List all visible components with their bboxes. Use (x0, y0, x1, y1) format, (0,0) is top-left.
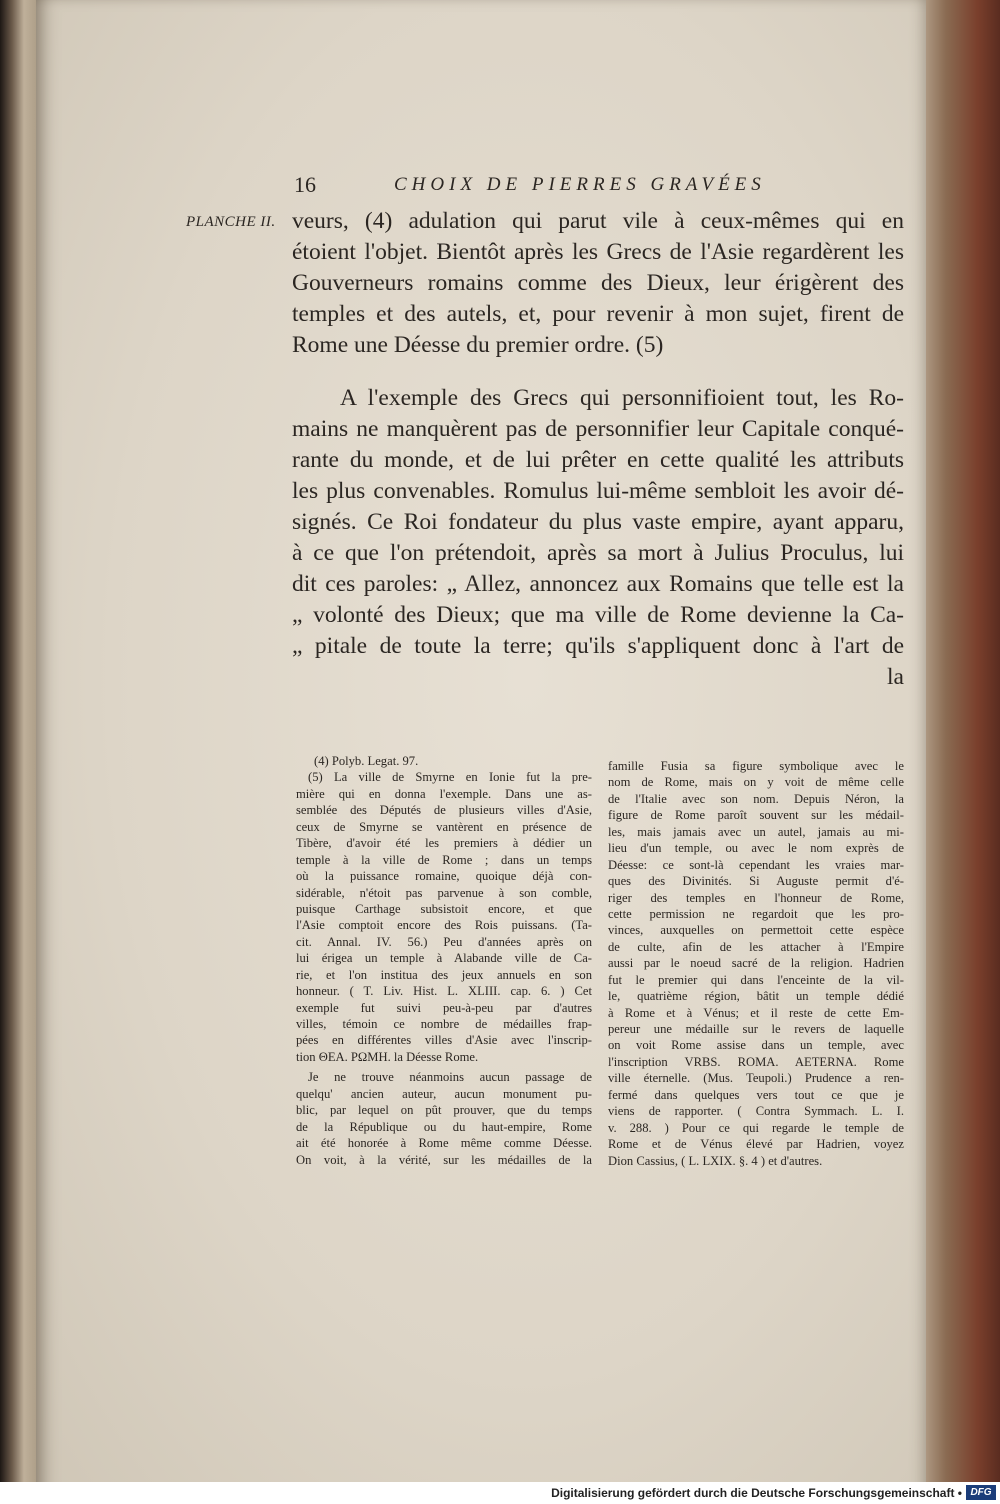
footnote-line: Tibère, d'avoir été les premiers à dédier un (296, 836, 592, 851)
footnote-line: pées en différentes villes d'Asie avec l'inscrip- (296, 1033, 592, 1048)
footnote-line: tion ΘΕΑ. ΡΩΜΗ. la Déesse Rome. (296, 1049, 479, 1064)
paragraph-1 (292, 206, 904, 361)
footnote-line: où la puissance romaine, quoique déjà con- (296, 869, 592, 884)
text-line: signés. Ce Roi fondateur du plus vaste empire, ayant apparu, (292, 509, 904, 535)
footnote-line: à Rome et à Vénus; et il reste de cette Em- (608, 1005, 904, 1020)
text-line: „ pitale de toute la terre; qu'ils s'appliquent donc à l'art de (292, 633, 904, 659)
paragraph-2 (292, 383, 904, 693)
footnote-line: fut le premier qui dans l'enceinte de la vil- (608, 972, 904, 987)
footnote-line: pereur une médaille sur le revers de laquelle (608, 1022, 904, 1036)
page-number: 16 (294, 172, 316, 197)
footnote-line: quelqu' ancien auteur, aucun monument pu- (296, 1086, 592, 1101)
text-line: les plus convenables. Romulus lui-même sembloit les avoir dé- (292, 478, 904, 504)
footnote-line: sidérable, n'étoit pas parvenue à son comble, (296, 885, 592, 900)
footnote-line: ques des Divinités. Si Auguste permit d'é- (608, 874, 904, 889)
footnote-line: Déesse: ce sont-là cependant les vraies mar- (608, 857, 904, 872)
footnote-line: Dion Cassius, ( L. LXIX. §. 4 ) et d'autres. (608, 1153, 823, 1168)
digitization-footer (0, 1482, 1000, 1504)
footnote-line: puisque Carthage subsistoit encore, et que (296, 901, 592, 916)
footnote-line: le, quatrième région, bâtit un temple dédié (608, 989, 904, 1004)
footnotes-left-column (296, 753, 592, 1168)
catchword: la (887, 664, 904, 690)
footnote-line: temple à la ville de Rome ; dans un temps (296, 852, 592, 867)
footnote-line: exemple fut suivi peu-à-peu par d'autres (296, 1000, 592, 1015)
page-header (294, 172, 904, 206)
text-line: A l'exemple des Grecs qui personnifioient tout, les Ro- (340, 385, 904, 411)
footnote-line: lui érigea un temple à Alabande ville de Ca- (296, 951, 592, 966)
footnotes-right-column (608, 758, 904, 1169)
footnote-line: on voit Rome assise dans un temple, avec (608, 1038, 904, 1053)
footnote-line: v. 288. ) Pour ce qui regarde le temple de (608, 1120, 904, 1135)
book-gutter (0, 0, 40, 1504)
text-line: veurs, (4) adulation qui parut vile à ceux-mêmes qui en (292, 208, 904, 234)
text-line: Rome une Déesse du premier ordre. (5) (292, 332, 664, 358)
footnote-line: l'inscription VRBS. ROMA. AETERNA. Rome (608, 1054, 904, 1069)
footnote-line: blic, par lequel on pût prouver, que du temps (296, 1103, 592, 1118)
footnote-line: On voit, à la vérité, sur les médailles de la (296, 1152, 592, 1167)
footnote-line: cette permission ne regardoit que les pro- (608, 906, 904, 921)
footnote-line: rie, et l'on institua des jeux annuels en son (296, 967, 592, 982)
footnote-line: de l'Italie avec son nom. Depuis Néron, la (608, 791, 904, 806)
footnote-line: vinces, auxquelles on permettoit cette espèce (608, 923, 904, 938)
footnote-line: (4) Polyb. Legat. 97. (314, 754, 419, 768)
footnote-line: ceux de Smyrne se vantèrent en présence de (296, 819, 592, 834)
footnote-line: lieu d'un temple, ou avec le nom exprès de (608, 841, 904, 856)
footnote-line: de culte, afin de les attacher à l'Empire (608, 939, 904, 954)
text-line: à ce que l'on prétendoit, après sa mort à Julius Proculus, lui (292, 540, 904, 566)
footnote-line: Rome et de Vénus élevé par Hadrien, voyez (608, 1137, 904, 1152)
footnote-line: ville éternelle. (Mus. Teupoli.) Prudence a ren- (608, 1071, 904, 1086)
text-line: temples et des autels, et, pour revenir à mon sujet, firent de (292, 301, 904, 327)
footnote-line: fermé dans quelques vers tout ce que je (608, 1087, 904, 1102)
text-line: étoient l'objet. Bientôt après les Grecs de l'Asie regardèrent les (292, 239, 904, 265)
footnote-line: aussi par le noeud sacré de la religion. Hadrien (608, 956, 904, 971)
footnote-line: viens de rapporter. ( Contra Symmach. L. I. (608, 1104, 904, 1119)
text-line: Gouverneurs romains comme des Dieux, leur érigèrent des (292, 270, 904, 296)
text-line: rante du monde, et de lui prêter en cette qualité les attributs (292, 447, 904, 473)
footnote-line: les, mais jamais avec un autel, jamais au mi- (608, 824, 904, 839)
dfg-logo-icon: DFG (966, 1485, 996, 1500)
footnote-line: semblée des Députés de plusieurs villes d'Asie, (296, 803, 592, 818)
text-line: mains ne manquèrent pas de personnifier leur Capitale conqué- (292, 416, 904, 442)
footnote-line: mière qui en donna l'exemple. Dans une as- (296, 786, 592, 801)
footnote-line: cit. Annal. IV. 56.) Peu d'années après on (296, 934, 592, 949)
footnote-line: villes, témoin ce nombre de médailles frap- (296, 1017, 592, 1031)
footnote-line: nom de Rome, mais on y voit de même celle (608, 775, 904, 790)
footnote-line: l'Asie comptoit encore des Rois puissans. (Ta- (296, 918, 592, 933)
footnote-line: figure de Rome paroît souvent sur les médail- (608, 808, 904, 823)
footnote-line: riger des temples en l'honneur de Rome, (608, 890, 904, 905)
footer-credit: Digitalisierung gefördert durch die Deutsche Forschungsgemeinschaft • (551, 1486, 962, 1500)
main-text (292, 206, 904, 693)
text-line: „ volonté des Dieux; que ma ville de Rome devienne la Ca- (292, 602, 904, 628)
footnote-line: Je ne trouve néanmoins aucun passage de (308, 1070, 592, 1085)
footnote-line: honneur. ( T. Liv. Hist. L. XLIII. cap. 6. ) Cet (296, 984, 592, 999)
footnote-line: de la République ou du haut-empire, Rome (296, 1119, 592, 1134)
running-title: CHOIX DE PIERRES GRAVÉES (394, 174, 766, 195)
footnote-line: (5) La ville de Smyrne en Ionie fut la pre- (308, 770, 592, 785)
text-line: dit ces paroles: „ Allez, annoncez aux Romains que telle est la (292, 571, 904, 597)
footnote-line: ait été honorée à Rome même comme Déesse. (296, 1136, 592, 1151)
plate-label: PLANCHE II. (186, 214, 276, 230)
footnote-line: famille Fusia sa figure symbolique avec le (608, 759, 904, 773)
